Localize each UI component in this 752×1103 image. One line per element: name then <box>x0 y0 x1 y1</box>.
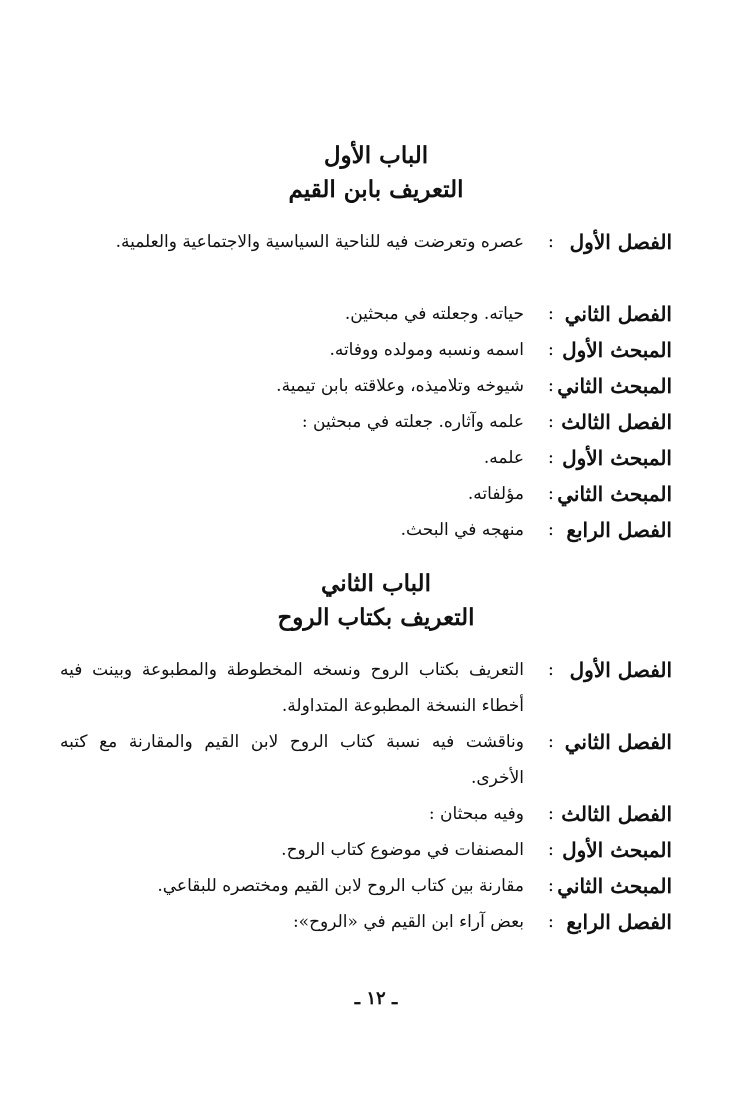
toc-entry <box>60 904 672 940</box>
entry-label: الفصل الثالث <box>561 410 672 434</box>
entry-text: عصره وتعرضت فيه للناحية السياسية والاجتماعية والعلمية. <box>115 232 524 252</box>
entry-text: التعريف بكتاب الروح ونسخه المخطوطة والمطبوعة وبينت فيه أخطاء النسخة المطبوعة المتداولة. <box>60 660 524 716</box>
entry-text: وناقشت فيه نسبة كتاب الروح لابن القيم والمقارنة مع كتبه الأخرى. <box>60 732 524 788</box>
page-number: ـ ١٢ ـ <box>354 988 398 1009</box>
entry-text: وفيه مبحثان : <box>428 804 524 824</box>
entry-colon: : <box>547 411 554 432</box>
toc-entry <box>60 224 672 260</box>
entry-text: شيوخه وتلاميذه، وعلاقته بابن تيمية. <box>276 376 524 396</box>
entry-label: الفصل الرابع <box>566 910 672 934</box>
toc-entry <box>60 368 672 404</box>
entry-text: مقارنة بين كتاب الروح لابن القيم ومختصره للبقاعي. <box>157 876 524 896</box>
entry-colon: : <box>547 911 554 932</box>
entry-colon: : <box>547 803 554 824</box>
entry-text: حياته. وجعلته في مبحثين. <box>344 304 524 324</box>
entry-label: المبحث الثاني <box>557 374 672 398</box>
entry-label: المبحث الثاني <box>557 874 672 898</box>
entry-colon: : <box>547 339 554 360</box>
entry-text: منهجه في البحث. <box>400 520 524 540</box>
toc-entry <box>60 832 672 868</box>
toc-entry <box>60 332 672 368</box>
entry-text: بعض آراء ابن القيم في «الروح»: <box>292 912 524 932</box>
entry-label: الفصل الثالث <box>561 802 672 826</box>
entry-label: المبحث الأول <box>562 838 672 862</box>
entry-colon: : <box>547 875 554 896</box>
entry-label: الفصل الأول <box>569 658 672 682</box>
entry-colon: : <box>547 447 554 468</box>
entry-colon: : <box>547 519 554 540</box>
entry-colon: : <box>547 659 554 680</box>
toc-entry <box>60 868 672 904</box>
entry-text: مؤلفاته. <box>467 484 524 504</box>
entry-label: الفصل الثاني <box>564 730 672 754</box>
toc-entry <box>60 296 672 332</box>
entry-colon: : <box>547 731 554 752</box>
entry-text: علمه. <box>483 448 524 468</box>
part1-subtitle: التعريف بابن القيم <box>288 176 464 203</box>
entry-text: اسمه ونسبه ومولده ووفاته. <box>329 340 524 360</box>
entry-colon: : <box>547 483 554 504</box>
entry-colon: : <box>547 303 554 324</box>
entry-text: علمه وآثاره. جعلته في مبحثين : <box>301 412 524 432</box>
entry-text: المصنفات في موضوع كتاب الروح. <box>281 840 524 860</box>
entry-label: الفصل الأول <box>569 230 672 254</box>
toc-entry <box>60 796 672 832</box>
entry-label: الفصل الرابع <box>566 518 672 542</box>
toc-entry <box>60 512 672 548</box>
entry-colon: : <box>547 231 554 252</box>
part2-subtitle: التعريف بكتاب الروح <box>277 604 475 631</box>
part2-title: الباب الثاني <box>321 570 431 597</box>
toc-entry <box>60 652 672 724</box>
entry-colon: : <box>547 375 554 396</box>
entry-label: المبحث الثاني <box>557 482 672 506</box>
part1-title: الباب الأول <box>323 142 429 169</box>
entry-label: المبحث الأول <box>562 338 672 362</box>
toc-entry <box>60 440 672 476</box>
toc-entry <box>60 476 672 512</box>
toc-entry <box>60 404 672 440</box>
entry-label: الفصل الثاني <box>564 302 672 326</box>
entry-colon: : <box>547 839 554 860</box>
entry-label: المبحث الأول <box>562 446 672 470</box>
toc-entry <box>60 724 672 796</box>
